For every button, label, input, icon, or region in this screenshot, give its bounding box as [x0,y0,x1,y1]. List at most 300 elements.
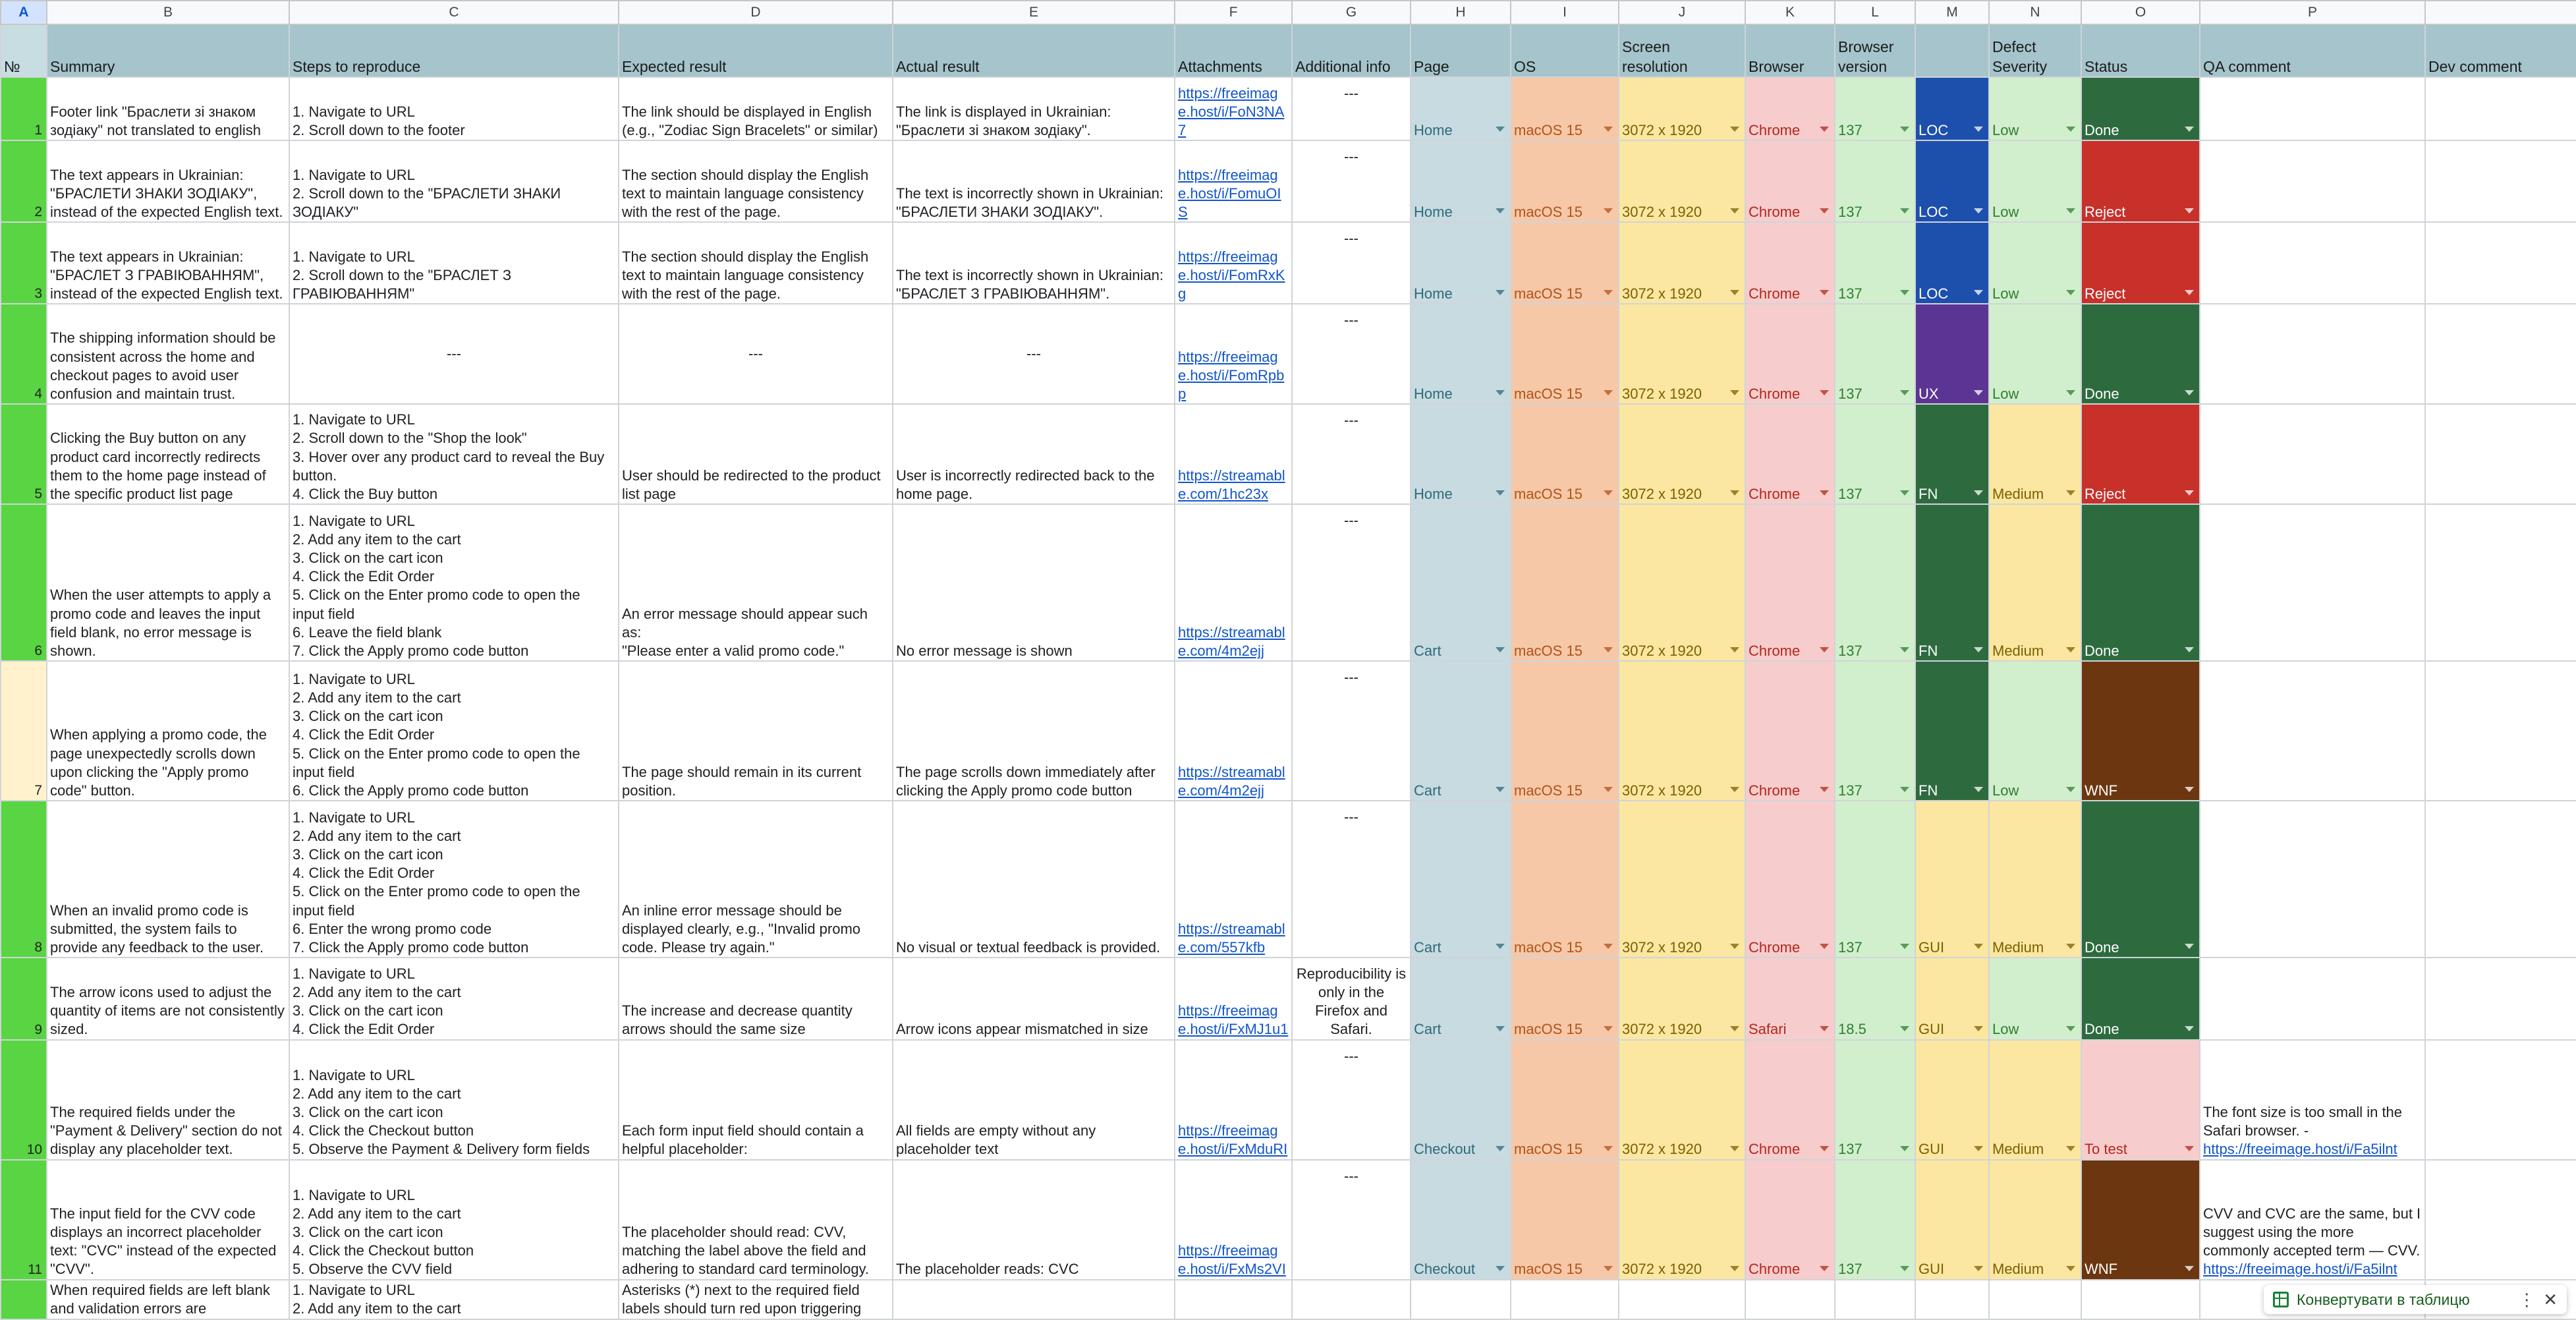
defect-type-dropdown[interactable] [1915,140,1989,222]
browser-dropdown[interactable] [1745,1160,1835,1280]
dropdown-arrow-icon[interactable] [1900,647,1909,652]
expected-cell[interactable]: The increase and decrease quantity arrows should the same size [619,958,893,1040]
dropdown-arrow-icon[interactable] [1730,208,1739,214]
attachment-link[interactable]: https://freeimage.host/i/FxMduRI [1178,1122,1288,1158]
expected-cell[interactable]: The page should remain in its current position. [619,661,893,801]
page-dropdown[interactable] [1411,958,1511,1040]
attachment-link[interactable]: https://streamable.com/4m2ejj [1178,623,1285,659]
severity-dropdown[interactable] [1989,404,2081,504]
header-status[interactable]: Status [2081,24,2200,77]
dropdown-arrow-icon[interactable] [2185,208,2194,214]
steps-cell[interactable]: 1. Navigate to URL 2. Scroll down to the footer [289,77,619,140]
header-num[interactable]: № [1,24,47,77]
expected-cell[interactable]: User should be redirected to the product list page [619,404,893,504]
dropdown-arrow-icon[interactable] [1900,390,1909,395]
qa-comment-cell[interactable] [2200,801,2425,958]
row-number[interactable]: 1 [1,77,47,140]
steps-cell[interactable]: 1. Navigate to URL 2. Scroll down to the "Shop the look" 3. Hover over any product card to reveal the Buy button. 4. Click the Buy button [289,404,619,504]
summary-cell[interactable]: The required fields under the "Payment & Delivery" section do not display any placeholder text. [47,1040,289,1160]
steps-cell[interactable]: 1. Navigate to URL 2. Scroll down to the "БРАСЛЕТ З ГРАВІЮВАННЯМ" [289,222,619,304]
resolution-dropdown[interactable] [1619,801,1745,958]
column-header-extra[interactable] [2425,1,2576,24]
resolution-dropdown[interactable] [1619,504,1745,661]
attachment-cell[interactable] [1175,661,1292,801]
attachment-cell[interactable] [1175,304,1292,404]
additional-info-cell[interactable]: --- [1292,504,1411,661]
severity-dropdown[interactable] [1989,222,2081,304]
dropdown-arrow-icon[interactable] [2185,390,2194,395]
convert-to-table-chip[interactable] [2264,1285,2567,1314]
defect-type-dropdown[interactable] [1915,77,1989,140]
dev-comment-cell[interactable] [2425,140,2576,222]
header-expected[interactable]: Expected result [619,24,893,77]
dropdown-arrow-icon[interactable] [1730,944,1739,949]
os-dropdown[interactable] [1511,504,1619,661]
browser-dropdown[interactable] [1745,77,1835,140]
attachment-cell[interactable] [1175,504,1292,661]
dropdown-arrow-icon[interactable] [2185,290,2194,295]
status-dropdown[interactable] [2081,77,2200,140]
column-header-k[interactable]: K [1745,1,1835,24]
dropdown-arrow-icon[interactable] [1974,208,1983,214]
dropdown-arrow-icon[interactable] [1604,127,1613,132]
dropdown-arrow-icon[interactable] [1820,1146,1829,1151]
dropdown-arrow-icon[interactable] [1820,290,1829,295]
dropdown-arrow-icon[interactable] [1900,290,1909,295]
actual-cell[interactable] [893,1280,1175,1319]
actual-cell[interactable]: All fields are empty without any placeholder text [893,1040,1175,1160]
expected-cell[interactable]: The placeholder should read: CVV, matching the label above the field and adhering to standard card terminology. [619,1160,893,1280]
browser-dropdown[interactable] [1745,222,1835,304]
resolution-dropdown[interactable] [1619,304,1745,404]
expected-cell[interactable]: Asterisks (*) next to the required field labels should turn red upon triggering [619,1280,893,1319]
qa-comment-cell[interactable] [2200,661,2425,801]
actual-cell[interactable]: The page scrolls down immediately after clicking the Apply promo code button [893,661,1175,801]
dev-comment-cell[interactable] [2425,304,2576,404]
attachment-cell[interactable] [1175,222,1292,304]
browser-version-dropdown[interactable] [1835,404,1915,504]
close-icon[interactable]: ✕ [2543,1289,2558,1309]
qa-comment-link[interactable]: https://freeimage.host/i/Fa5ilnt [2203,1141,2397,1158]
dropdown-arrow-icon[interactable] [2066,390,2075,395]
dropdown-arrow-icon[interactable] [1820,208,1829,214]
status-cell[interactable] [2081,1280,2200,1319]
dropdown-arrow-icon[interactable] [1820,1266,1829,1271]
row-number[interactable]: 5 [1,404,47,504]
column-header-e[interactable]: E [893,1,1175,24]
dropdown-arrow-icon[interactable] [2066,290,2075,295]
attachment-link[interactable]: https://streamable.com/1hc23x [1178,467,1285,502]
dev-comment-cell[interactable] [2425,958,2576,1040]
browser-version-dropdown[interactable] [1835,661,1915,801]
steps-cell[interactable]: 1. Navigate to URL 2. Add any item to the cart [289,1280,619,1319]
qa-comment-cell[interactable] [2200,1160,2425,1280]
dropdown-arrow-icon[interactable] [1900,127,1909,132]
resolution-dropdown[interactable] [1619,77,1745,140]
page-dropdown[interactable] [1411,1160,1511,1280]
column-header-o[interactable]: O [2081,1,2200,24]
column-header-p[interactable]: P [2200,1,2425,24]
dropdown-arrow-icon[interactable] [1730,787,1739,792]
dropdown-arrow-icon[interactable] [1820,490,1829,496]
browser-dropdown[interactable] [1745,304,1835,404]
header-ver[interactable]: Browser version [1835,24,1915,77]
actual-cell[interactable]: --- [893,304,1175,404]
qa-comment-cell[interactable] [2200,140,2425,222]
dev-comment-cell[interactable] [2425,504,2576,661]
attachment-cell[interactable] [1175,1280,1292,1319]
dropdown-arrow-icon[interactable] [2066,208,2075,214]
os-dropdown[interactable] [1511,140,1619,222]
steps-cell[interactable]: 1. Navigate to URL 2. Add any item to the cart 3. Click on the cart icon 4. Click the Checkout button 5. Observe the CVV field [289,1160,619,1280]
dropdown-arrow-icon[interactable] [2066,490,2075,496]
row-number[interactable]: 9 [1,958,47,1040]
sev-cell[interactable] [1989,1280,2081,1319]
expected-cell[interactable]: An inline error message should be displayed clearly, e.g., "Invalid promo code. Please try again." [619,801,893,958]
column-header-a[interactable]: A [1,1,47,24]
steps-cell[interactable]: 1. Navigate to URL 2. Scroll down to the "БРАСЛЕТИ ЗНАКИ ЗОДІАКУ" [289,140,619,222]
row-number[interactable]: 10 [1,1040,47,1160]
dropdown-arrow-icon[interactable] [1604,787,1613,792]
dropdown-arrow-icon[interactable] [1730,647,1739,652]
os-cell[interactable] [1511,1280,1619,1319]
ver-cell[interactable] [1835,1280,1915,1319]
expected-cell[interactable]: The link should be displayed in English (e.g., "Zodiac Sign Bracelets" or similar) [619,77,893,140]
dev-comment-cell[interactable] [2425,77,2576,140]
dropdown-arrow-icon[interactable] [1974,490,1983,496]
defect-type-dropdown[interactable] [1915,1040,1989,1160]
dropdown-arrow-icon[interactable] [2185,127,2194,132]
browser-dropdown[interactable] [1745,504,1835,661]
row-number[interactable]: 11 [1,1160,47,1280]
attachment-link[interactable]: https://streamable.com/557kfb [1178,920,1285,956]
qa-comment-cell[interactable] [2200,77,2425,140]
header-info[interactable]: Additional info [1292,24,1411,77]
column-header-c[interactable]: C [289,1,619,24]
dropdown-arrow-icon[interactable] [1820,127,1829,132]
os-dropdown[interactable] [1511,404,1619,504]
actual-cell[interactable]: No visual or textual feedback is provided. [893,801,1175,958]
row-number[interactable]: 2 [1,140,47,222]
steps-cell[interactable]: 1. Navigate to URL 2. Add any item to the cart 3. Click on the cart icon 4. Click the Checkout button 5. Observe the Payment & Delivery form fields [289,1040,619,1160]
qa-comment-cell[interactable] [2200,1040,2425,1160]
column-header-f[interactable]: F [1175,1,1292,24]
header-os[interactable]: OS [1511,24,1619,77]
column-header-i[interactable]: I [1511,1,1619,24]
resolution-dropdown[interactable] [1619,222,1745,304]
browser-cell[interactable] [1745,1280,1835,1319]
attachment-link[interactable]: https://freeimage.host/i/FomRpbp [1178,348,1285,402]
page-dropdown[interactable] [1411,661,1511,801]
dropdown-arrow-icon[interactable] [2185,1026,2194,1031]
steps-cell[interactable]: 1. Navigate to URL 2. Add any item to the cart 3. Click on the cart icon 4. Click the Edit Order 5. Click on the Enter promo code to open the input field 6. Click the Apply promo code button [289,661,619,801]
page-dropdown[interactable] [1411,801,1511,958]
dropdown-arrow-icon[interactable] [2066,1026,2075,1031]
os-dropdown[interactable] [1511,77,1619,140]
dropdown-arrow-icon[interactable] [1604,1146,1613,1151]
dropdown-arrow-icon[interactable] [2066,787,2075,792]
dropdown-arrow-icon[interactable] [1730,290,1739,295]
summary-cell[interactable]: The text appears in Ukrainian: "БРАСЛЕТ З ГРАВІЮВАННЯМ", instead of the expected English text. [47,222,289,304]
summary-cell[interactable]: The shipping information should be consistent across the home and checkout pages to avoid user confusion and maintain trust. [47,304,289,404]
row-number[interactable]: 6 [1,504,47,661]
attachment-cell[interactable] [1175,801,1292,958]
steps-cell[interactable]: 1. Navigate to URL 2. Add any item to the cart 3. Click on the cart icon 4. Click the Edit Order [289,958,619,1040]
qa-comment-link[interactable]: https://freeimage.host/i/Fa5ilnt [2203,1261,2397,1278]
header-attachments[interactable]: Attachments [1175,24,1292,77]
status-dropdown[interactable] [2081,801,2200,958]
browser-version-dropdown[interactable] [1835,304,1915,404]
column-header-l[interactable]: L [1835,1,1915,24]
row-number[interactable] [1,1280,47,1319]
browser-version-dropdown[interactable] [1835,222,1915,304]
dropdown-arrow-icon[interactable] [1820,944,1829,949]
dropdown-arrow-icon[interactable] [2066,647,2075,652]
dev-comment-cell[interactable] [2425,404,2576,504]
os-dropdown[interactable] [1511,801,1619,958]
dropdown-arrow-icon[interactable] [1900,944,1909,949]
qa-comment-cell[interactable] [2200,222,2425,304]
dropdown-arrow-icon[interactable] [1496,1146,1505,1151]
dropdown-arrow-icon[interactable] [2185,787,2194,792]
steps-cell[interactable]: 1. Navigate to URL 2. Add any item to the cart 3. Click on the cart icon 4. Click the Edit Order 5. Click on the Enter promo code to open the input field 6. Enter the wrong promo code 7. Click the Apply promo code button [289,801,619,958]
dropdown-arrow-icon[interactable] [1974,944,1983,949]
actual-cell[interactable]: The text is incorrectly shown in Ukrainian: "БРАСЛЕТ З ГРАВІЮВАННЯМ". [893,222,1175,304]
dev-comment-cell[interactable] [2425,222,2576,304]
resolution-dropdown[interactable] [1619,140,1745,222]
resolution-dropdown[interactable] [1619,661,1745,801]
dropdown-arrow-icon[interactable] [1900,1146,1909,1151]
dev-comment-cell[interactable] [2425,661,2576,801]
additional-info-cell[interactable]: --- [1292,404,1411,504]
attachment-cell[interactable] [1175,77,1292,140]
summary-cell[interactable]: The input field for the CVV code displays an incorrect placeholder text: "CVC" instead of the expected "CVV". [47,1160,289,1280]
defect-type-dropdown[interactable] [1915,222,1989,304]
severity-dropdown[interactable] [1989,504,2081,661]
actual-cell[interactable]: Arrow icons appear mismatched in size [893,958,1175,1040]
severity-dropdown[interactable] [1989,1040,2081,1160]
dropdown-arrow-icon[interactable] [1900,1266,1909,1271]
dropdown-arrow-icon[interactable] [1604,1026,1613,1031]
status-dropdown[interactable] [2081,304,2200,404]
dropdown-arrow-icon[interactable] [1820,1026,1829,1031]
attachment-link[interactable]: https://freeimage.host/i/FxMs2VI [1178,1242,1286,1278]
dropdown-arrow-icon[interactable] [1974,127,1983,132]
dropdown-arrow-icon[interactable] [1974,787,1983,792]
dev-comment-cell[interactable] [2425,1040,2576,1160]
severity-dropdown[interactable] [1989,661,2081,801]
actual-cell[interactable]: The placeholder reads: CVC [893,1160,1175,1280]
column-header-n[interactable]: N [1989,1,2081,24]
additional-info-cell[interactable]: Reproducibility is only in the Firefox and Safari. [1292,958,1411,1040]
dropdown-arrow-icon[interactable] [2066,1146,2075,1151]
dropdown-arrow-icon[interactable] [1604,944,1613,949]
convert-to-table-label[interactable]: Конвертувати в таблицю [2297,1290,2470,1308]
severity-dropdown[interactable] [1989,958,2081,1040]
header-res[interactable]: Screen resolution [1619,24,1745,77]
severity-dropdown[interactable] [1989,77,2081,140]
row-number[interactable]: 3 [1,222,47,304]
attachment-link[interactable]: https://streamable.com/4m2ejj [1178,763,1285,799]
dropdown-arrow-icon[interactable] [1730,1146,1739,1151]
severity-dropdown[interactable] [1989,1160,2081,1280]
actual-cell[interactable]: No error message is shown [893,504,1175,661]
column-header-b[interactable]: B [47,1,289,24]
expected-cell[interactable]: The section should display the English text to maintain language consistency with the rest of the page. [619,222,893,304]
attachment-link[interactable]: https://freeimage.host/i/FomRxKg [1178,248,1285,302]
browser-dropdown[interactable] [1745,801,1835,958]
actual-cell[interactable]: The text is incorrectly shown in Ukrainian: "БРАСЛЕТИ ЗНАКИ ЗОДІАКУ". [893,140,1175,222]
dropdown-arrow-icon[interactable] [1604,647,1613,652]
header-actual[interactable]: Actual result [893,24,1175,77]
os-dropdown[interactable] [1511,661,1619,801]
dropdown-arrow-icon[interactable] [2185,1266,2194,1271]
browser-version-dropdown[interactable] [1835,801,1915,958]
dropdown-arrow-icon[interactable] [1974,1146,1983,1151]
attachment-cell[interactable] [1175,958,1292,1040]
summary-cell[interactable]: The arrow icons used to adjust the quantity of items are not consistently sized. [47,958,289,1040]
defect-type-dropdown[interactable] [1915,304,1989,404]
page-dropdown[interactable] [1411,1040,1511,1160]
dropdown-arrow-icon[interactable] [1496,647,1505,652]
dropdown-arrow-icon[interactable] [1496,1266,1505,1271]
dropdown-arrow-icon[interactable] [1974,647,1983,652]
expected-cell[interactable]: --- [619,304,893,404]
resolution-dropdown[interactable] [1619,404,1745,504]
summary-cell[interactable]: Footer link "Браслети зі знаком зодіаку" not translated to english [47,77,289,140]
dropdown-arrow-icon[interactable] [1730,490,1739,496]
dropdown-arrow-icon[interactable] [1730,1266,1739,1271]
summary-cell[interactable]: When applying a promo code, the page unexpectedly scrolls down upon clicking the "Apply promo code" button. [47,661,289,801]
attachment-link[interactable]: https://freeimage.host/i/FoN3NA7 [1178,84,1285,138]
qa-comment-cell[interactable] [2200,304,2425,404]
dev-comment-cell[interactable] [2425,1160,2576,1280]
row-number[interactable]: 4 [1,304,47,404]
qa-comment-cell[interactable] [2200,504,2425,661]
page-dropdown[interactable] [1411,77,1511,140]
expected-cell[interactable]: An error message should appear such as: "Please enter a valid promo code." [619,504,893,661]
browser-dropdown[interactable] [1745,404,1835,504]
dropdown-arrow-icon[interactable] [1496,390,1505,395]
dropdown-arrow-icon[interactable] [1496,944,1505,949]
dropdown-arrow-icon[interactable] [1974,1026,1983,1031]
browser-version-dropdown[interactable] [1835,140,1915,222]
browser-dropdown[interactable] [1745,1040,1835,1160]
dropdown-arrow-icon[interactable] [2185,1146,2194,1151]
dropdown-arrow-icon[interactable] [1496,290,1505,295]
defect-type-dropdown[interactable] [1915,661,1989,801]
additional-info-cell[interactable]: --- [1292,140,1411,222]
status-dropdown[interactable] [2081,1040,2200,1160]
header-type[interactable] [1915,24,1989,77]
dropdown-arrow-icon[interactable] [1730,390,1739,395]
os-dropdown[interactable] [1511,958,1619,1040]
header-browser[interactable]: Browser [1745,24,1835,77]
dropdown-arrow-icon[interactable] [1604,490,1613,496]
page-dropdown[interactable] [1411,504,1511,661]
additional-info-cell[interactable]: --- [1292,222,1411,304]
steps-cell[interactable]: --- [289,304,619,404]
dropdown-arrow-icon[interactable] [2066,127,2075,132]
dropdown-arrow-icon[interactable] [1604,1266,1613,1271]
os-dropdown[interactable] [1511,222,1619,304]
actual-cell[interactable]: The link is displayed in Ukrainian: "Браслети зі знаком зодіаку". [893,77,1175,140]
summary-cell[interactable]: Clicking the Buy button on any product card incorrectly redirects them to the home page instead of the specific product list page [47,404,289,504]
attachment-cell[interactable] [1175,1040,1292,1160]
expected-cell[interactable]: Each form input field should contain a helpful placeholder: [619,1040,893,1160]
dropdown-arrow-icon[interactable] [1496,1026,1505,1031]
qa-comment-cell[interactable] [2200,958,2425,1040]
attachment-cell[interactable] [1175,404,1292,504]
attachment-cell[interactable] [1175,140,1292,222]
additional-info-cell[interactable]: --- [1292,1040,1411,1160]
dropdown-arrow-icon[interactable] [1604,390,1613,395]
dropdown-arrow-icon[interactable] [1496,787,1505,792]
defect-type-dropdown[interactable] [1915,404,1989,504]
summary-cell[interactable]: When required fields are left blank and validation errors are [47,1280,289,1319]
browser-version-dropdown[interactable] [1835,504,1915,661]
additional-info-cell[interactable] [1292,1280,1411,1319]
attachment-link[interactable]: https://freeimage.host/i/FxMJ1u1 [1178,1002,1289,1038]
column-header-h[interactable]: H [1411,1,1511,24]
attachment-cell[interactable] [1175,1160,1292,1280]
dropdown-arrow-icon[interactable] [2066,944,2075,949]
resolution-dropdown[interactable] [1619,1040,1745,1160]
additional-info-cell[interactable]: --- [1292,801,1411,958]
status-dropdown[interactable] [2081,958,2200,1040]
dropdown-arrow-icon[interactable] [2185,490,2194,496]
header-page[interactable]: Page [1411,24,1511,77]
status-dropdown[interactable] [2081,1160,2200,1280]
page-dropdown[interactable] [1411,304,1511,404]
dropdown-arrow-icon[interactable] [2185,944,2194,949]
header-sev[interactable]: Defect Severity [1989,24,2081,77]
dropdown-arrow-icon[interactable] [1496,127,1505,132]
summary-cell[interactable]: When the user attempts to apply a promo code and leaves the input field blank, no error message is shown. [47,504,289,661]
column-header-m[interactable]: M [1915,1,1989,24]
defect-type-dropdown[interactable] [1915,1160,1989,1280]
browser-version-dropdown[interactable] [1835,958,1915,1040]
dropdown-arrow-icon[interactable] [1900,1026,1909,1031]
attachment-link[interactable]: https://freeimage.host/i/FomuOIS [1178,166,1281,220]
dropdown-arrow-icon[interactable] [1974,390,1983,395]
browser-dropdown[interactable] [1745,140,1835,222]
steps-cell[interactable]: 1. Navigate to URL 2. Add any item to the cart 3. Click on the cart icon 4. Click the Edit Order 5. Click on the Enter promo code to open the input field 6. Leave the field blank 7. Click the Apply promo code button [289,504,619,661]
additional-info-cell[interactable]: --- [1292,1160,1411,1280]
column-header-g[interactable]: G [1292,1,1411,24]
dropdown-arrow-icon[interactable] [1900,490,1909,496]
page-cell[interactable] [1411,1280,1511,1319]
status-dropdown[interactable] [2081,140,2200,222]
row-number[interactable]: 8 [1,801,47,958]
type-cell[interactable] [1915,1280,1989,1319]
actual-cell[interactable]: User is incorrectly redirected back to the home page. [893,404,1175,504]
res-cell[interactable] [1619,1280,1745,1319]
header-qa[interactable]: QA comment [2200,24,2425,77]
header-dev[interactable]: Dev comment [2425,24,2576,77]
dropdown-arrow-icon[interactable] [1900,208,1909,214]
dropdown-arrow-icon[interactable] [1604,290,1613,295]
page-dropdown[interactable] [1411,140,1511,222]
dropdown-arrow-icon[interactable] [2185,647,2194,652]
column-header-j[interactable]: J [1619,1,1745,24]
header-summary[interactable]: Summary [47,24,289,77]
os-dropdown[interactable] [1511,1040,1619,1160]
dropdown-arrow-icon[interactable] [1730,127,1739,132]
defect-type-dropdown[interactable] [1915,958,1989,1040]
dropdown-arrow-icon[interactable] [1900,787,1909,792]
summary-cell[interactable]: When an invalid promo code is submitted, the system fails to provide any feedback to the user. [47,801,289,958]
